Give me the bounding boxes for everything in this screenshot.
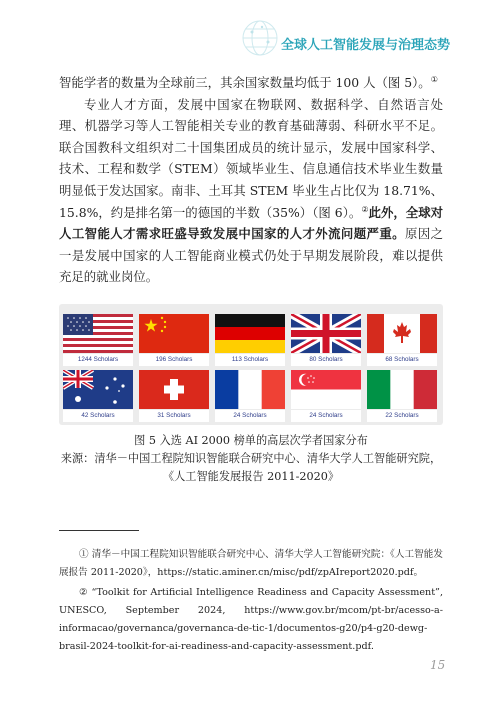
scholar-count-label: 42 Scholars <box>63 410 133 422</box>
globe-logo-icon <box>240 18 280 58</box>
france-flag-icon <box>215 370 285 409</box>
footnote-ref-1[interactable]: ① <box>430 74 438 84</box>
paragraph-2: 专业人才方面，发展中国家在物联网、数据科学、自然语言处理、机器学习等人工智能相关专业的教育基础薄弱、科研水平不足。联合国教科文组织对二十国集团成员的统计显示，发展中国家科学、技术、工程和数学（STEM）领域毕业生、信息通信技术毕业生数量明显低于发达国家。南非、土耳其 STEM 毕业生占比仅为 18.71%、15.8%，约是排名第一的德国的半数（35%）（图 6）。②此外，全球对人工智能人才需求旺盛导致发展中国家的人才外流问题严重。原因之一是发展中国家的人工智能商业模式仍处于早期发展阶段，难以提供充足的就业岗位。 <box>59 96 444 285</box>
scholar-count-label: 31 Scholars <box>139 410 209 422</box>
flag-cell-italy <box>367 370 437 422</box>
scholar-count-label: 24 Scholars <box>291 410 361 422</box>
germany-flag-icon <box>215 314 285 353</box>
us-flag-icon <box>63 314 133 353</box>
page-number: 15 <box>430 658 446 672</box>
italy-flag-icon <box>367 370 437 409</box>
flag-cell-uk <box>291 314 361 366</box>
flag-cell-canada <box>367 314 437 366</box>
footnote-1: ① 清华－中国工程院知识智能联合研究中心、清华大学人工智能研究院：《人工智能发展报告 2011-2020》，https://static.aminer.cn/misc/pdf/zpAIreport2020.pdf。 <box>59 549 443 578</box>
china-flag-icon <box>139 314 209 353</box>
bold-statement: 此外，全球对人工智能人才需求旺盛导致发展中国家的人才外流问题严重。 <box>59 204 444 242</box>
footnote-ref-2[interactable]: ② <box>361 204 369 214</box>
paragraph-1: 智能学者的数量为全球前三，其余国家数量均低于 100 人（图 5）。① <box>59 74 438 90</box>
footnote-divider <box>59 530 139 531</box>
body-text <box>59 72 443 288</box>
figure-5-flags-image <box>59 304 443 425</box>
figure-caption-title: 图 5 入选 AI 2000 榜单的高层次学者国家分布 <box>134 434 368 447</box>
figure-caption-source-line-2: 《人工智能发展报告 2011-2020》 <box>162 470 340 483</box>
flag-cell-germany <box>215 314 285 366</box>
flag-cell-france <box>215 370 285 422</box>
footnote-2: ② “Toolkit for Artificial Intelligence Readiness and Capacity Assessment”, UNESCO, September 2024, https://www.gov.br/mcom/pt-br/acesso-a-informacao/governanca/governanca-de-tic-1/documentos-g20/p4-g20-dewg-brasil-2024-toolkit-for-ai-readiness-and-capacity-assessment.pdf. <box>59 587 443 652</box>
singapore-flag-icon <box>291 370 361 409</box>
scholar-count-label: 1244 Scholars <box>63 354 133 366</box>
scholar-count-label: 113 Scholars <box>215 354 285 366</box>
figure-caption-source-line-1: 来源：清华－中国工程院知识智能联合研究中心、清华大学人工智能研究院， <box>60 452 442 465</box>
flag-cell-china <box>139 314 209 366</box>
scholar-count-label: 24 Scholars <box>215 410 285 422</box>
flag-cell-switzerland <box>139 370 209 422</box>
flag-cell-singapore <box>291 370 361 422</box>
uk-flag-icon <box>291 314 361 353</box>
flag-cell-australia <box>63 370 133 422</box>
header-title: 全球人工智能发展与治理态势 <box>281 38 451 53</box>
scholar-count-label: 196 Scholars <box>139 354 209 366</box>
flag-cell-us <box>63 314 133 366</box>
scholar-count-label: 22 Scholars <box>367 410 437 422</box>
scholar-count-label: 68 Scholars <box>367 354 437 366</box>
australia-flag-icon <box>63 370 133 409</box>
switzerland-flag-icon <box>139 370 209 409</box>
scholar-count-label: 80 Scholars <box>291 354 361 366</box>
canada-flag-icon <box>367 314 437 353</box>
footnotes <box>59 546 443 658</box>
